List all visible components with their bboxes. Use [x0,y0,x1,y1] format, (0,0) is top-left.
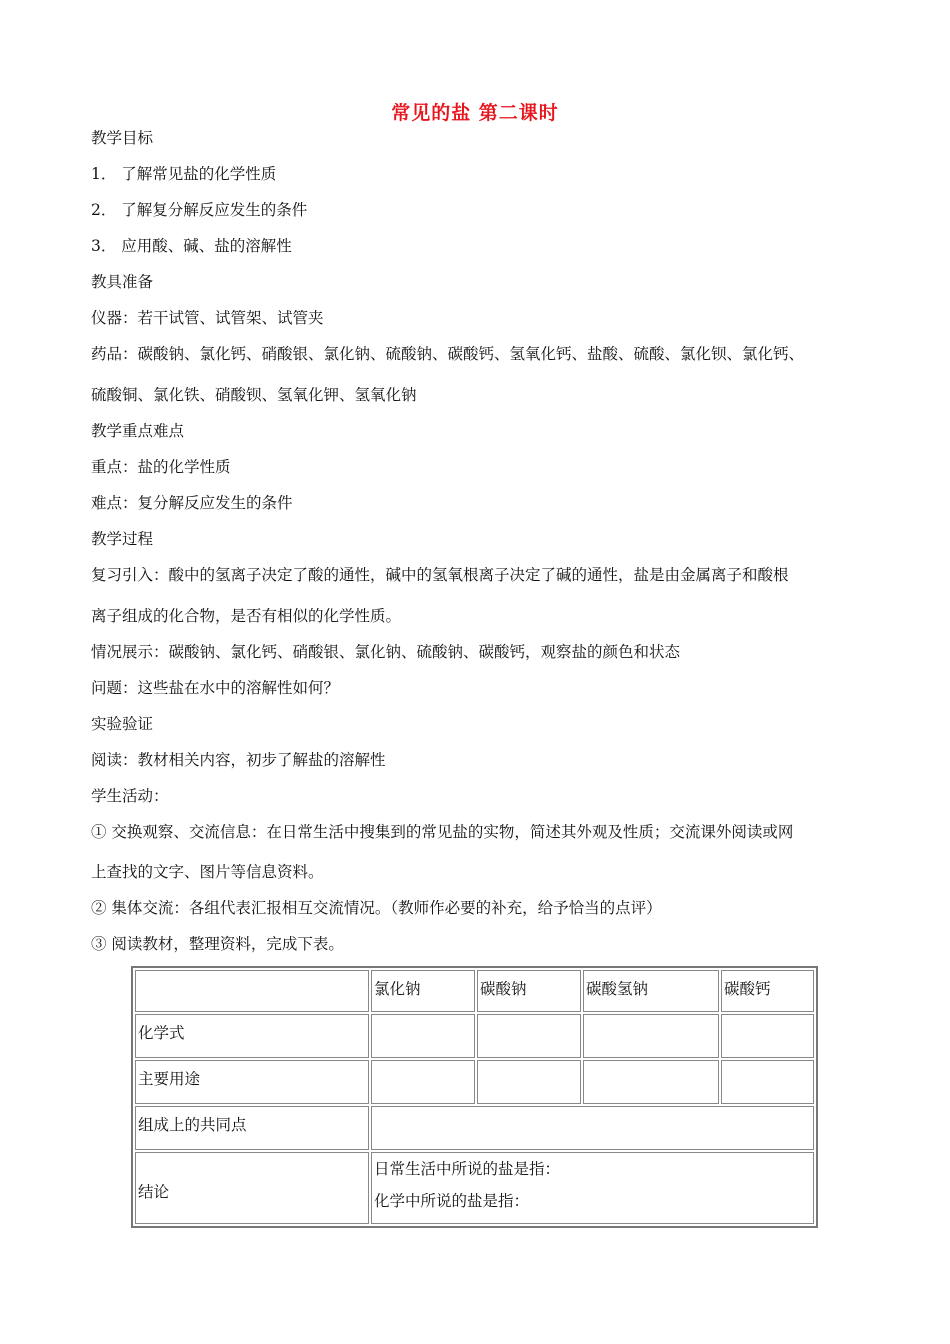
review-line-2: 离子组成的化合物，是否有相似的化学性质。 [91,607,402,625]
header-cell-empty [135,970,369,1012]
goal-item-3: 3． 应用酸、碱、盐的溶解性 [91,237,292,255]
section-heading-experiment: 实验验证 [91,715,154,733]
table-cell-blank[interactable] [721,1014,814,1058]
review-line-1: 复习引入：酸中的氢离子决定了酸的通性，碱中的氢氧根离子决定了碱的通性，盐是由金属离子和酸根 [91,566,789,584]
row-label-conclusion: 结论 [135,1152,369,1224]
activity-1-line-1: ① 交换观察、交流信息：在日常生活中搜集到的常见盐的实物，简述其外观及性质；交流课外阅读或网 [91,823,794,841]
salt-comparison-table [131,966,818,1228]
difficulty-line: 难点：复分解反应发生的条件 [91,494,293,512]
instruments-line: 仪器：若干试管、试管架、试管夹 [91,309,324,327]
goal-item-2: 2． 了解复分解反应发生的条件 [91,201,308,219]
conclusion-daily-life: 日常生活中所说的盐是指： [374,1160,561,1178]
table-cell-blank[interactable] [583,1060,719,1104]
reading-line: 阅读：教材相关内容，初步了解盐的溶解性 [91,751,386,769]
question-line: 问题：这些盐在水中的溶解性如何？ [91,679,340,697]
table-row [135,1152,814,1224]
reagents-line-1: 药品：碳酸钠、氯化钙、硝酸银、氯化钠、硫酸钠、碳酸钙、氢氧化钙、盐酸、硫酸、氯化钡、氯化钙、 [91,345,805,363]
table-cell-blank[interactable] [371,1106,814,1150]
header-cell-sodium-carbonate: 碳酸钠 [477,970,581,1012]
student-activity-heading: 学生活动： [91,787,169,805]
conclusion-cell[interactable] [371,1152,814,1224]
section-heading-materials: 教具准备 [91,273,154,291]
activity-3-line: ③ 阅读教材，整理资料，完成下表。 [91,935,344,953]
key-point-line: 重点：盐的化学性质 [91,458,231,476]
conclusion-chemistry: 化学中所说的盐是指： [374,1192,530,1210]
table-cell-blank[interactable] [477,1060,581,1104]
table-cell-blank[interactable] [371,1060,475,1104]
table-row [135,1060,814,1104]
table-cell-blank[interactable] [583,1014,719,1058]
page-title: 常见的盐 第二课时 [391,102,559,124]
display-line: 情况展示：碳酸钠、氯化钙、硝酸银、氯化钠、硫酸钠、碳酸钙，观察盐的颜色和状态 [91,643,681,661]
row-label-common-point: 组成上的共同点 [135,1106,369,1150]
activity-1-line-2: 上查找的文字、图片等信息资料。 [91,863,324,881]
row-label-usage: 主要用途 [135,1060,369,1104]
reagents-line-2: 硫酸铜、氯化铁、硝酸钡、氢氧化钾、氢氧化钠 [91,386,417,404]
table-cell-blank[interactable] [371,1014,475,1058]
table-cell-blank[interactable] [721,1060,814,1104]
section-heading-process: 教学过程 [91,530,154,548]
table-header-row [135,970,814,1012]
table-row [135,1014,814,1058]
header-cell-sodium-chloride: 氯化钠 [371,970,475,1012]
table-row [135,1106,814,1150]
header-cell-sodium-bicarbonate: 碳酸氢钠 [583,970,719,1012]
table-cell-blank[interactable] [477,1014,581,1058]
header-cell-calcium-carbonate: 碳酸钙 [721,970,814,1012]
section-heading-key-points: 教学重点难点 [91,422,185,440]
row-label-formula: 化学式 [135,1014,369,1058]
goal-item-1: 1． 了解常见盐的化学性质 [91,165,277,183]
activity-2-line: ② 集体交流：各组代表汇报相互交流情况。（教师作必要的补充，给予恰当的点评） [91,899,662,917]
section-heading-goals: 教学目标 [91,129,154,147]
